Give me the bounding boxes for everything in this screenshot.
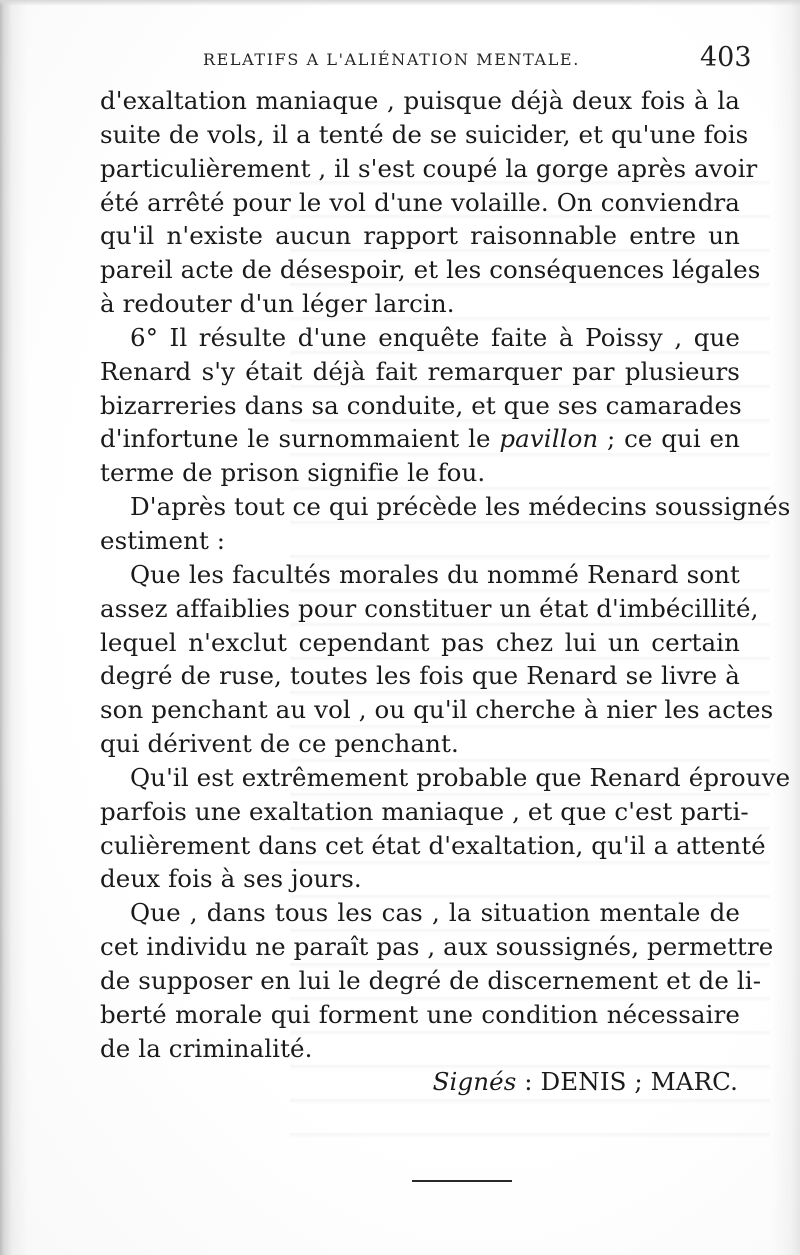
- text-line: pareil acte de désespoir, et les conséquences légales: [100, 255, 761, 285]
- text-segment: d'infortune le surnommaient le: [100, 424, 500, 454]
- text-line: assez affaiblies pour constituer un état d'imbécillité,: [100, 593, 759, 623]
- signatory-names: : DENIS ; MARC.: [516, 1067, 738, 1097]
- emphasized-word: pavillon: [499, 424, 599, 454]
- text-line: berté morale qui forment une condition nécessaire: [100, 999, 740, 1029]
- text-line: d'exaltation maniaque , puisque déjà deux fois à la: [100, 86, 740, 115]
- text-line: deux fois à ses jours.: [100, 864, 362, 894]
- signature-line: [100, 1065, 740, 1099]
- text-line: Renard s'y était déjà fait remarquer par plusieurs: [100, 356, 740, 386]
- text-line: été arrêté pour le vol d'une volaille. On conviendra: [100, 187, 740, 217]
- text-line: Que les facultés morales du nommé Renard sont: [130, 559, 740, 589]
- text-line: degré de ruse, toutes les fois que Renard se livre à: [100, 661, 740, 691]
- text-line: de supposer en lui le degré de discernement et de li-: [100, 965, 762, 995]
- text-line: à redouter d'un léger larcin.: [100, 289, 455, 319]
- page-header: [0, 40, 800, 80]
- page-number: 403: [700, 42, 752, 73]
- text-line: qui dérivent de ce penchant.: [100, 729, 459, 759]
- footer-rule: [412, 1180, 512, 1182]
- running-head: RELATIFS A L'ALIÉNATION MENTALE.: [203, 50, 580, 69]
- text-line: terme de prison signifie le fou.: [100, 458, 486, 488]
- text-line: 6° Il résulte d'une enquête faite à Poissy , que: [130, 322, 740, 352]
- text-line: culièrement dans cet état d'exaltation, qu'il a attenté: [100, 830, 766, 860]
- text-line: particulièrement , il s'est coupé la gorge après avoir: [100, 153, 758, 183]
- text-line: qu'il n'existe aucun rapport raisonnable entre un: [100, 221, 740, 251]
- text-line: cet individu ne paraît pas , aux soussignés, permettre: [100, 932, 774, 962]
- text-line: bizarreries dans sa conduite, et que ses camarades: [100, 390, 742, 420]
- text-line: [100, 422, 740, 456]
- text-segment: ; ce qui en: [598, 424, 741, 454]
- text-line: suite de vols, il a tenté de se suicider, et qu'une fois: [100, 119, 749, 149]
- text-line: Qu'il est extrêmement probable que Renard éprouve: [130, 762, 791, 792]
- text-line: lequel n'exclut cependant pas chez lui un certain: [100, 627, 740, 657]
- body-text: [100, 84, 791, 1099]
- signature-label: Signés: [432, 1067, 517, 1097]
- page-top-edge: [0, 0, 800, 6]
- text-line: son penchant au vol , ou qu'il cherche à nier les actes: [100, 695, 774, 725]
- text-line: de la criminalité.: [100, 1033, 313, 1063]
- text-line: parfois une exaltation maniaque , et que c'est parti-: [100, 796, 749, 826]
- text-line: Que , dans tous les cas , la situation mentale de: [130, 898, 740, 928]
- text-line: estiment :: [100, 525, 226, 555]
- text-line: D'après tout ce qui précède les médecins soussignés: [130, 492, 791, 522]
